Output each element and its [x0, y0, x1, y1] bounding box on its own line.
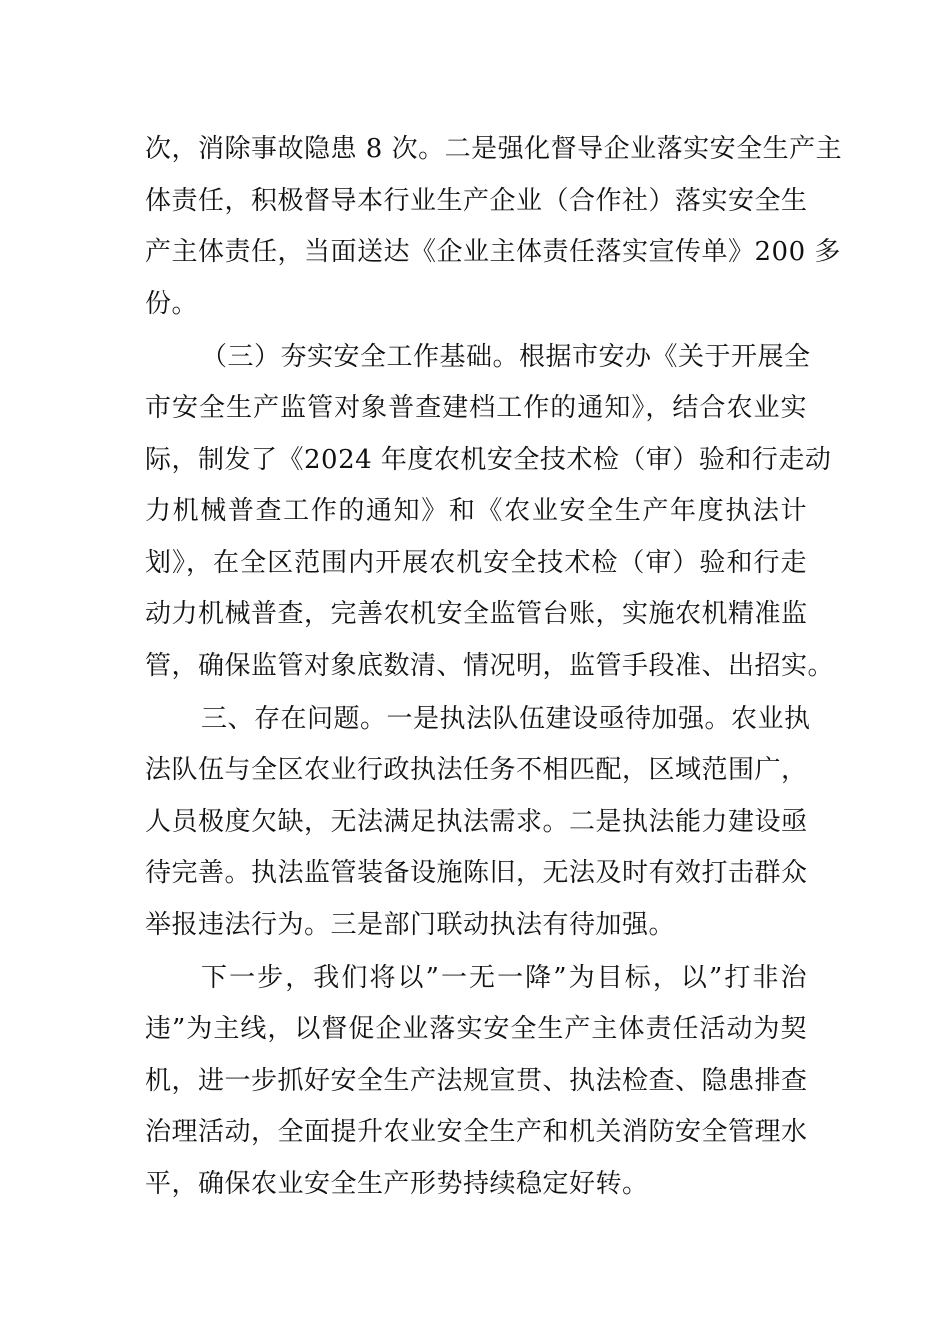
text-line: 际，制发了《2024 年度农机安全技术检（审）验和行走动 — [145, 444, 832, 475]
text-line: 平，确保农业安全生产形势持续稳定好转。 — [145, 1168, 649, 1199]
text-line: 次，消除事故隐患 8 次。二是强化督导企业落实安全生产主 — [145, 134, 843, 164]
paragraph-next-steps — [145, 953, 807, 1211]
text-line: 下一步，我们将以”一无一降”为目标，以”打非治 — [201, 962, 807, 993]
text-line: 体责任，积极督导本行业生产企业（合作社）落实安全生 — [145, 185, 808, 216]
text-line: （三）夯实安全工作基础。根据市安办《关于开展全 — [201, 341, 811, 372]
text-line: 份。 — [145, 288, 199, 319]
paragraph-safety-foundation — [145, 332, 835, 693]
text-line: 治理活动，全面提升农业安全生产和机关消防安全管理水 — [145, 1117, 808, 1147]
paragraph-existing-problems — [145, 694, 811, 952]
document-body — [145, 124, 843, 1210]
text-line: 法队伍与全区农业行政执法任务不相匹配，区域范围广， — [145, 755, 808, 785]
text-line: 待完善。执法监管装备设施陈旧，无法及时有效打击群众 — [145, 858, 808, 888]
text-line: 动力机械普查，完善农机安全监管台账，实施农机精准监 — [145, 599, 808, 629]
text-line: 违”为主线，以督促企业落实安全生产主体责任活动为契 — [145, 1014, 807, 1044]
text-line: 三、存在问题。一是执法队伍建设亟待加强。农业执 — [201, 703, 811, 734]
paragraph-continuation — [145, 124, 843, 330]
text-line: 力机械普查工作的通知》和《农业安全生产年度执法计 — [145, 496, 807, 526]
text-line: 机，进一步抓好安全生产法规宣贯、执法检查、隐患排查 — [145, 1065, 808, 1096]
text-line: 划》，在全区范围内开展农机安全技术检（审）验和行走 — [145, 547, 807, 578]
text-line: 管，确保监管对象底数清、情况明，监管手段准、出招实。 — [145, 650, 835, 681]
text-line: 人员极度欠缺，无法满足执法需求。二是执法能力建设亟 — [145, 806, 808, 837]
text-line: 市安全生产监管对象普查建档工作的通知》，结合农业实 — [145, 393, 807, 423]
text-line: 产主体责任，当面送达《企业主体责任落实宣传单》200 多 — [145, 237, 841, 267]
text-line: 举报违法行为。三是部门联动执法有待加强。 — [145, 909, 676, 940]
